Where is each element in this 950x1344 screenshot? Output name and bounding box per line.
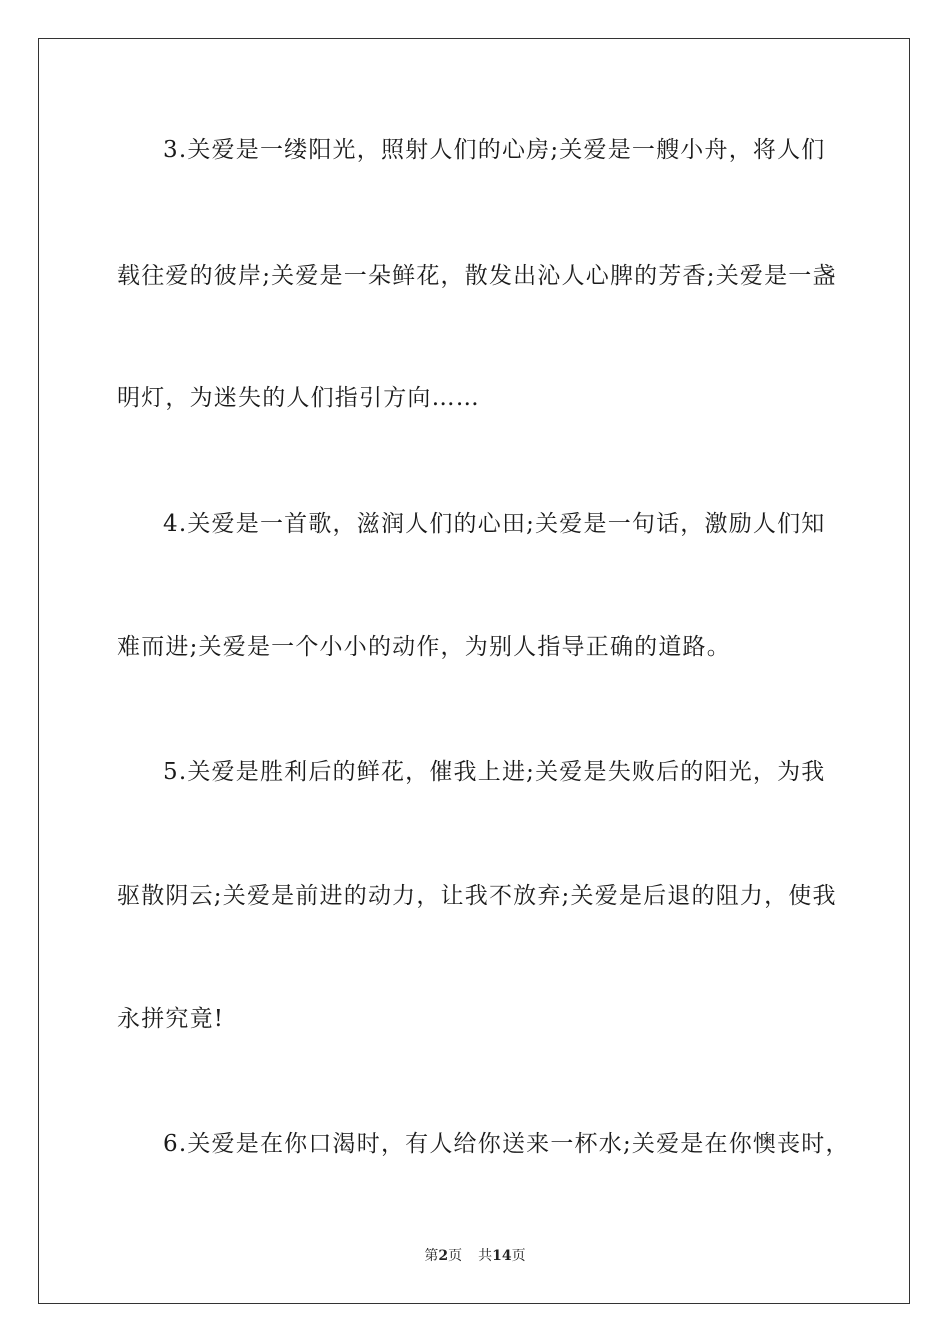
page-prefix: 第	[424, 1248, 439, 1264]
page-suffix: 页	[448, 1248, 463, 1264]
total-prefix: 共	[478, 1248, 493, 1264]
paragraph-6-line-1: 6.关爱是在你口渴时，有人给你送来一杯水;关爱是在你懊丧时，	[163, 1131, 850, 1157]
paragraph-5-line-2: 驱散阴云;关爱是前进的动力，让我不放弃;关爱是后退的阻力，使我	[117, 883, 837, 909]
paragraph-3-line-2: 载往爱的彼岸;关爱是一朵鲜花，散发出沁人心脾的芳香;关爱是一盏	[117, 263, 837, 289]
page-number: 2	[438, 1248, 449, 1264]
paragraph-5-line-3: 永拼究竟!	[117, 1006, 225, 1032]
total-pages: 14	[492, 1248, 512, 1264]
paragraph-4-line-2: 难而进;关爱是一个小小的动作，为别人指导正确的道路。	[117, 634, 731, 660]
total-suffix: 页	[511, 1248, 526, 1264]
paragraph-3-line-1: 3.关爱是一缕阳光，照射人们的心房;关爱是一艘小舟，将人们	[163, 137, 826, 163]
paragraph-5-line-1: 5.关爱是胜利后的鲜花，催我上进;关爱是失败后的阳光，为我	[163, 759, 826, 785]
paragraph-3-line-3: 明灯，为迷失的人们指引方向……	[117, 385, 480, 411]
page-footer	[0, 1247, 950, 1265]
page-border	[38, 38, 910, 1304]
paragraph-4-line-1: 4.关爱是一首歌，滋润人们的心田;关爱是一句话，激励人们知	[163, 511, 826, 537]
